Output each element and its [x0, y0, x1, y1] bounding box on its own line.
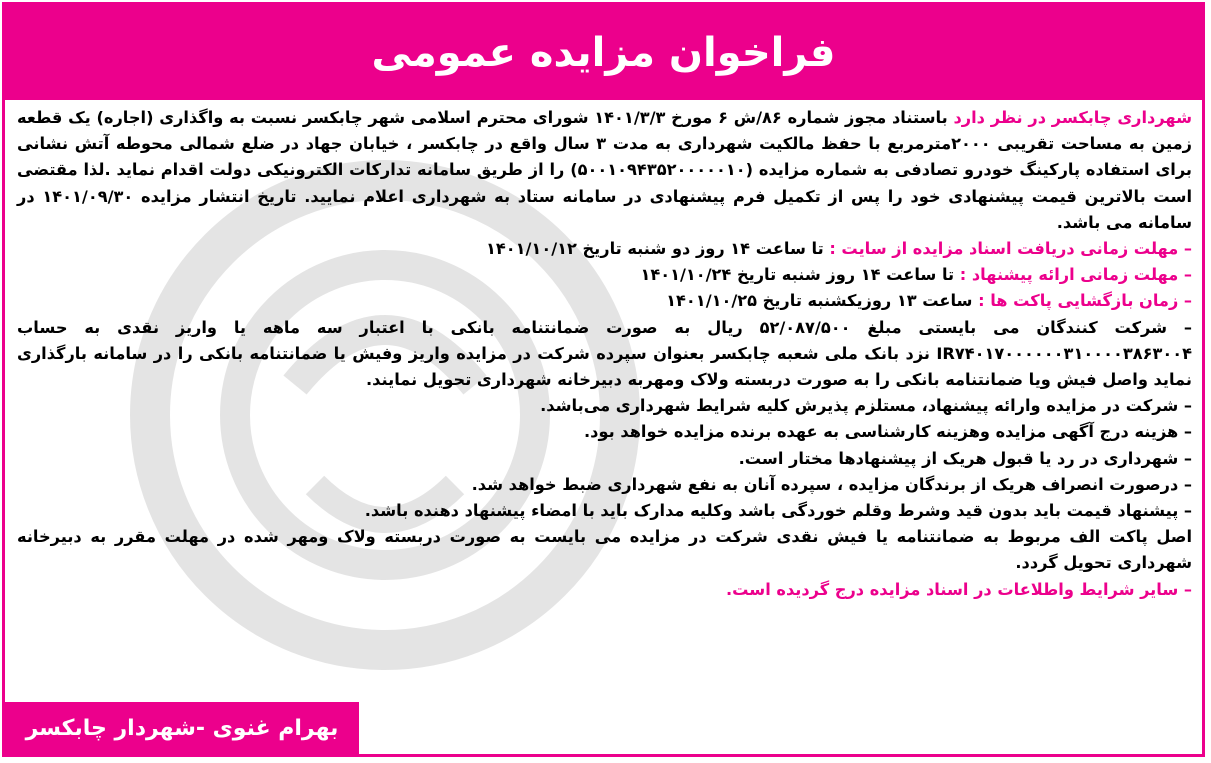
condition-item: – شهرداری در رد یا قبول هریک از پیشنهادها مختار است. — [738, 448, 1192, 468]
signature-box — [5, 702, 359, 754]
condition-item: – پیشنهاد قیمت باید بدون قید وشرط وقلم خوردگی باشد وکلیه مدارک باید با امضاء پیشنهاد دهنده باشد. — [364, 501, 1192, 521]
signature-text: بهرام غنوی -شهردار چابکسر — [25, 715, 339, 741]
envelope-note: اصل پاکت الف مربوط به ضمانتنامه یا فیش نقدی شرکت در مزایده می بایست به صورت دربسته ولاک ومهر شده در مهلت مقرر به دبیرخانه شهرداری تحویل گردد. — [17, 527, 1192, 573]
intro-paragraph — [17, 105, 1192, 236]
deadline-item — [17, 236, 1192, 262]
intro-lead: شهرداری چابکسر در نظر دارد — [953, 108, 1193, 127]
deadline-item — [17, 262, 1192, 288]
page-title: فراخوان مزایده عمومی — [371, 29, 836, 76]
intro-text: باستناد مجوز شماره ۸۶/ش ۶ مورخ ۱۴۰۱/۳/۳ شورای محترم اسلامی شهر چابکسر نسبت به واگذاری (اجاره) یک قطعه زمین به مساحت تقریبی ۲۰۰۰مترمربع با حفظ مالکیت شهرداری به مدت ۳ سال واقع در چابکسر ، خیابان جهاد در ضلع شمالی محوطه آتش نشانی برای استفاده پارکینگ خودرو تصادفی به شماره مزایده (۵۰۰۱۰۹۴۳۵۲۰۰۰۰۰۱۰) را از طریق سامانه تدارکات الکترونیکی دولت اقدام نماید .لذا مقتضی است بالاترین قیمت پیشنهادی خود را پس از تکمیل فرم پیشنهادی در سامانه ستاد به شهرداری اعلام نمایید. تاریخ انتشار مزایده ۱۴۰۱/۰۹/۳۰ در سامانه می باشد. — [17, 108, 1193, 232]
condition-item: – هزینه درج آگهی مزایده وهزینه کارشناسی به عهده برنده مزایده خواهد بود. — [584, 422, 1192, 442]
deadline-label: – زمان بازگشایی پاکت ها : — [978, 291, 1192, 311]
title-banner — [5, 5, 1202, 100]
announcement-body — [17, 105, 1192, 754]
final-note: – سایر شرایط واطلاعات در اسناد مزایده درج گردیده است. — [726, 579, 1192, 599]
auction-advertisement — [2, 2, 1205, 757]
condition-item: – درصورت انصراف هریک از برندگان مزایده ، سپرده آنان به نفع شهرداری ضبط خواهد شد. — [471, 474, 1192, 494]
deadline-item — [17, 288, 1192, 314]
deadline-value: ساعت ۱۳ روزیکشنبه تاریخ ۱۴۰۱/۱۰/۲۵ — [666, 291, 979, 311]
guarantee-paragraph: – شرکت کنندگان می بایستی مبلغ ۵۲/۰۸۷/۵۰۰ ریال به صورت ضمانتنامه بانکی با اعتبار سه ماهه یا واریز نقدی به حساب IR۷۴۰۱۷۰۰۰۰۰۰۳۱۰۰۰۰۳۸۶۳۰۰۴ نزد بانک ملی شعبه چابکسر بعنوان سپرده شرکت در مزایده واریز وفیش یا ضمانتنامه بانکی را در سامانه بارگذاری نماید واصل فیش ویا ضمانتنامه بانکی را به صورت دربسته ولاک ومهربه دبیرخانه شهرداری تحویل نمایند. — [17, 317, 1193, 390]
deadline-label: – مهلت زمانی ارائه پیشنهاد : — [959, 265, 1192, 285]
condition-item: – شرکت در مزایده وارائه پیشنهاد، مستلزم پذیرش کلیه شرایط شهرداری می‌باشد. — [540, 396, 1192, 416]
deadline-value: تا ساعت ۱۴ روز شنبه تاریخ ۱۴۰۱/۱۰/۲۴ — [640, 265, 960, 285]
deadline-label: – مهلت زمانی دریافت اسناد مزایده از سایت : — [829, 239, 1192, 259]
deadline-value: تا ساعت ۱۴ روز دو شنبه تاریخ ۱۴۰۱/۱۰/۱۲ — [486, 239, 830, 259]
